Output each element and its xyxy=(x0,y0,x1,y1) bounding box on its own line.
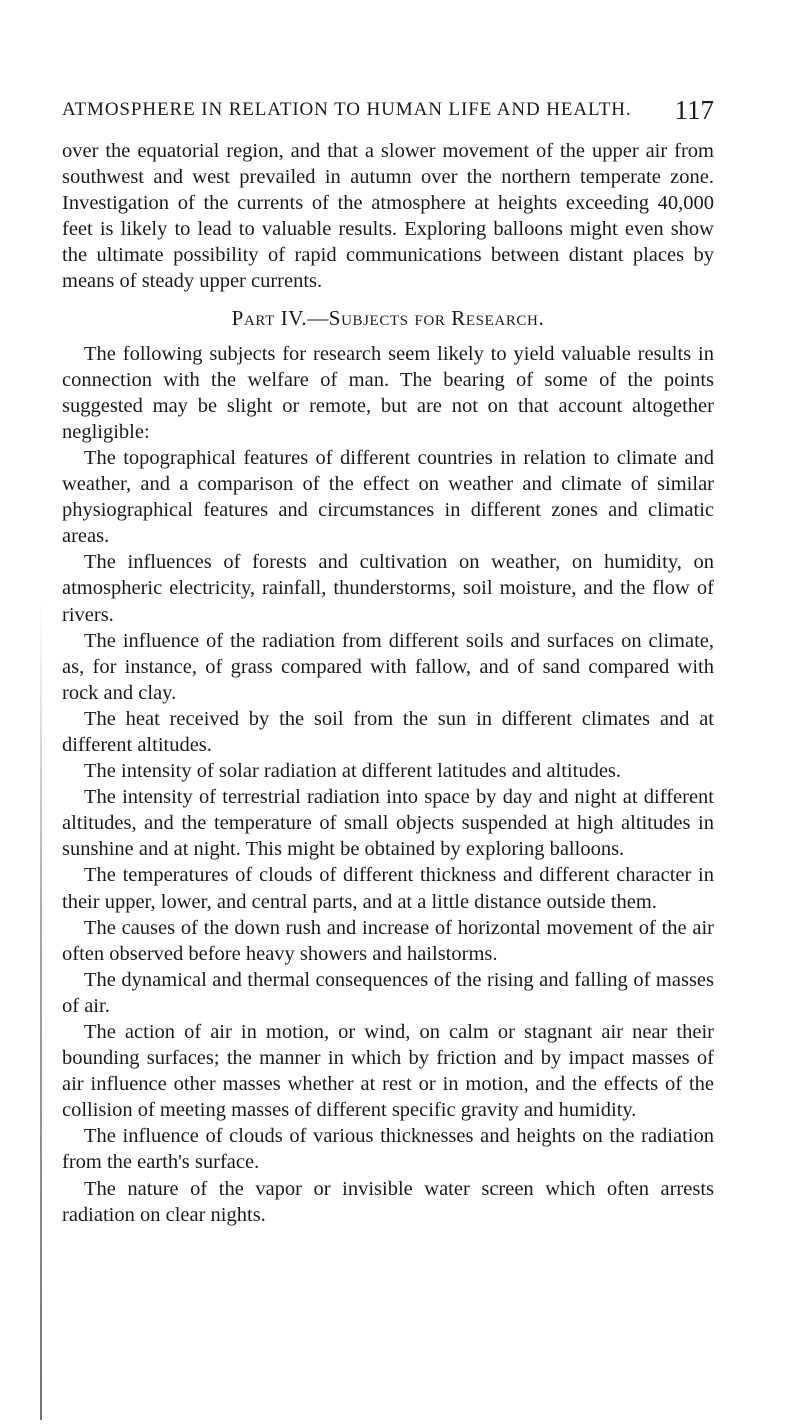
section-heading-text: Part IV.—Subjects for Research. xyxy=(231,305,545,330)
research-subject-item: The dynamical and thermal consequences of the rising and falling of masses of air. xyxy=(62,968,714,1017)
section-heading xyxy=(62,303,714,333)
research-subject-item: The causes of the down rush and increase of horizontal movement of the air often observed before heavy showers and hailstorms. xyxy=(62,916,714,965)
research-subject-item: The topographical features of different countries in relation to climate and weather, and a comparison of the effect on weather and climate of similar physiographical features and circumstances in different zones and climatic areas. xyxy=(62,446,714,548)
research-subject-item: The influence of the radiation from different soils and surfaces on climate, as, for instance, of grass compared with fallow, and of sand compared with rock and clay. xyxy=(62,629,714,704)
section-lead-paragraph: The following subjects for research seem likely to yield valuable results in connection with the welfare of man. The bearing of some of the points suggested may be slight or remote, but are not on that account altogether negligible: xyxy=(62,342,714,443)
research-subject-item: The temperatures of clouds of different thickness and different character in their upper, lower, and central parts, and at a little distance outside them. xyxy=(62,864,714,913)
running-title: ATMOSPHERE IN RELATION TO HUMAN LIFE AND HEALTH. xyxy=(62,99,632,120)
research-subject-item: The influence of clouds of various thicknesses and heights on the radiation from the earth's surface. xyxy=(62,1125,714,1174)
research-subject-item: The intensity of solar radiation at different latitudes and altitudes. xyxy=(84,760,622,783)
running-head xyxy=(62,92,714,128)
research-subject-item: The intensity of terrestrial radiation into space by day and night at different altitudes, and the temperature of small objects suspended at high altitudes in sunshine and at night. This might be obtained by exploring balloons. xyxy=(62,786,714,861)
research-subject-item: The nature of the vapor or invisible water screen which often arrests radiation on clear nights. xyxy=(62,1177,714,1226)
research-subject-item: The influences of forests and cultivation on weather, on humidity, on atmospheric electricity, rainfall, thunderstorms, soil moisture, and the flow of rivers. xyxy=(62,551,714,626)
body-text xyxy=(62,138,714,1228)
page-number: 117 xyxy=(674,95,714,125)
research-subject-item: The action of air in motion, or wind, on calm or stagnant air near their bounding surfaces; the manner in which by friction and by impact masses of air influence other masses whether at rest or in motion, and the effects of the collision of meeting masses of different specific gravity and humidity. xyxy=(62,1021,714,1122)
binding-edge-shadow xyxy=(40,600,42,1420)
research-subject-item: The heat received by the soil from the sun in different climates and at different altitudes. xyxy=(62,707,714,756)
intro-paragraph: over the equatorial region, and that a slower movement of the upper air from southwest and west prevailed in autumn over the northern temperate zone. Investigation of the currents of the atmosphere at heights exceeding 40,000 feet is likely to lead to valuable results. Exploring balloons might even show the ultimate possibility of rapid communications between distant places by means of steady upper currents. xyxy=(62,140,714,293)
